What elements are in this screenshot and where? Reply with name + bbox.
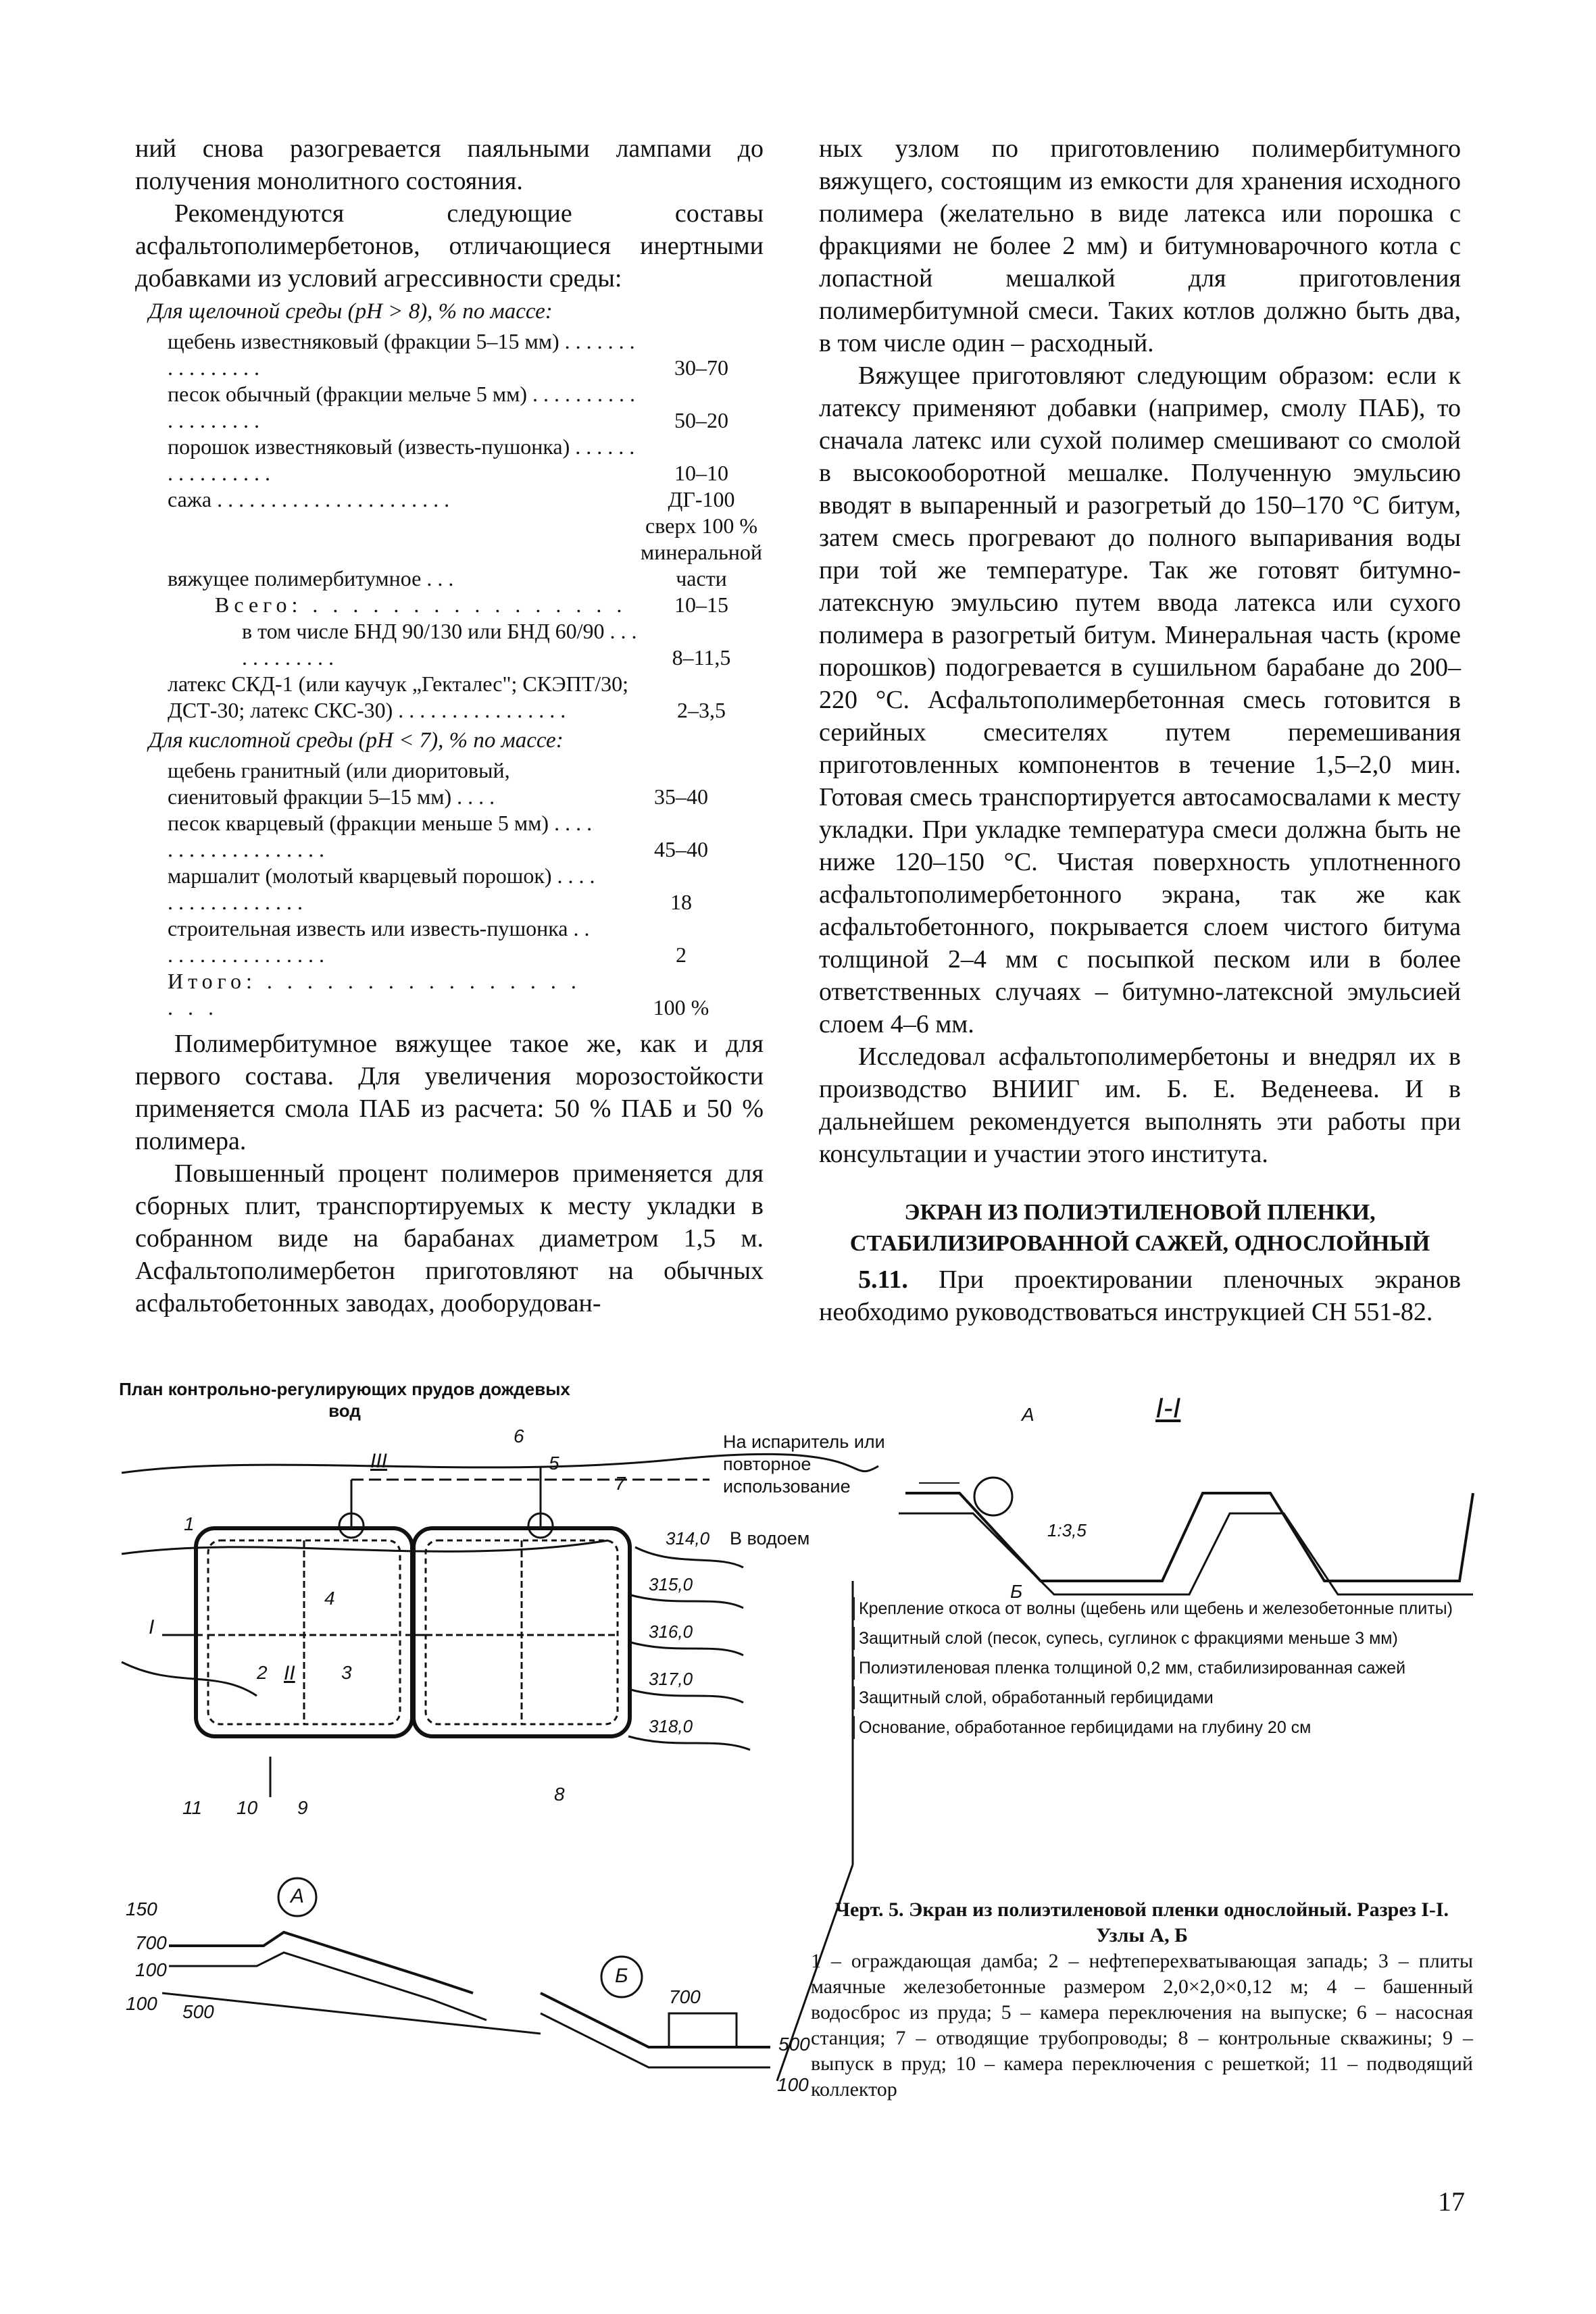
callout-number: 6 xyxy=(514,1426,524,1447)
dimension: 100 xyxy=(135,1959,167,1980)
arrow-water-label: В водоем xyxy=(730,1528,810,1549)
legend-item: Защитный слой, обработанный гербицидами xyxy=(853,1686,1495,1709)
contour-label: 318,0 xyxy=(649,1716,693,1736)
dimension: 700 xyxy=(135,1932,167,1953)
table-row: Итого: . . . . . . . . . . . . . . . . . . . 100 % xyxy=(168,969,709,1020)
paragraph: ний снова разогревается паяльными лампами до получения монолитного состояния. xyxy=(135,134,764,195)
section-mark: I xyxy=(149,1616,155,1638)
page-number: 17 xyxy=(1438,2186,1465,2217)
table-row: в том числе БНД 90/130 или БНД 60/90 . . . . . . . . . . . . 8–11,5 xyxy=(242,619,731,670)
callout-number: 7 xyxy=(615,1473,626,1494)
plan-title: План контрольно-регулирующих прудов дождевых вод xyxy=(119,1379,570,1421)
legend-item: Крепление откоса от волны (щебень или щебень и железобетонные плиты) xyxy=(853,1597,1495,1620)
detail-b-label: Б xyxy=(615,1965,628,1987)
node-b-label: Б xyxy=(1010,1581,1023,1602)
node-a-label: А xyxy=(1022,1404,1034,1425)
section-mark: II xyxy=(284,1662,295,1684)
legend-item: Полиэтиленовая пленка толщиной 0,2 мм, стабилизированная сажей xyxy=(853,1657,1495,1680)
legend-item: Основание, обработанное гербицидами на глубину 20 см xyxy=(853,1716,1495,1739)
acid-caption: Для кислотной среды (pH < 7), % по массе: xyxy=(149,728,564,753)
figure-caption xyxy=(811,1897,1473,2103)
clause-text: При проектировании пленочных экранов необходимо руководствоваться инструкцией СН 551-82. xyxy=(819,1265,1462,1326)
callout-number: 11 xyxy=(182,1797,203,1818)
contour xyxy=(628,1689,743,1703)
detail-a-profile xyxy=(169,1932,473,1993)
paragraph: Исследовал асфальтополимербетоны и внедрял их в производство ВНИИГ им. Б. Е. Веденеева. И в дальнейшем рекомендуется выполнять эти работы при консультации и участии этого института. xyxy=(819,1042,1461,1168)
contour-label: 314,0 xyxy=(666,1528,710,1549)
table-row: маршалит (молотый кварцевый порошок) . . . . . . . . . . . . . . . . . 18 xyxy=(168,863,692,914)
section-heading: ЭКРАН ИЗ ПОЛИЭТИЛЕНОВОЙ ПЛЕНКИ, СТАБИЛИЗИРОВАННОЙ САЖЕЙ, ОДНОСЛОЙНЫЙ xyxy=(849,1200,1430,1256)
callout-number: 5 xyxy=(549,1453,559,1474)
legend xyxy=(853,1597,1495,1746)
table-row: песок обычный (фракции мельче 5 мм) . . . . . . . . . . . . . . . . . . . 50–20 xyxy=(168,382,728,432)
contour xyxy=(628,1642,743,1655)
callout-number: 3 xyxy=(341,1662,352,1683)
detail-a-label: А xyxy=(291,1885,305,1907)
table-row: порошок известняковый (известь-пушонка) . . . . . . . . . . . . . . . . 10–10 xyxy=(168,434,728,485)
slope-label: 1:3,5 xyxy=(1047,1520,1087,1540)
callout-number: 8 xyxy=(554,1784,565,1805)
contour xyxy=(628,1594,743,1608)
table-row: щебень известняковый (фракции 5–15 мм) . . . . . . . . . . . . . . . . 30–70 xyxy=(168,329,728,380)
callout-number: 10 xyxy=(236,1797,258,1818)
table-row: песок кварцевый (фракции меньше 5 мм) . . . . . . . . . . . . . . . . . . . 45–40 xyxy=(168,811,708,861)
dimension: 100 xyxy=(126,1993,157,2014)
figure-caption-text: 1 – ограждающая дамба; 2 – нефтеперехватывающая западь; 3 – плиты маячные железобетонные размером 2,0×2,0×0,12 м; 4 – башенный водосброс из пруда; 5 – камера переключения на выпуске; 6 – насосная станция; 7 – отводящие трубопроводы; 8 – контрольные скважины; 9 – выпуск в пруд; 10 – камера переключения с решеткой; 11 – подводящий коллектор xyxy=(811,1950,1473,2101)
paragraph: Вяжущее приготовляют следующим образом: если к латексу применяют добавки (например, смолу ПАБ), то сначала латекс или сухой полимер смешивают со смолой в высокооборотной мешалке. Полученную эмульсию вводят в выпаренный и разогретый до 150–170 °С битум, затем смесь прогревают до полного выпаривания воды при той же температуре. Так же готовят битумно-латексную эмульсию путем ввода латекса или сухого полимера в разогретый битум. Минеральная часть (кроме порошков) подогревается в сушильном барабане до 200–220 °С. Асфальтополимербетонная смесь готовится в серийных смесителях путем перемешивания приготовленных компонентов в течение 1,5–2,0 мин. Готовая смесь транспортируется автосамосвалами к месту укладки. При укладке температура смеси должна быть не ниже 120–150 °С. Чистая поверхность уплотненного асфальтополимербетонного экрана, так же как асфальтобетонного, покрывается слоем чистого битума толщиной 2–4 мм с посыпкой песком или в более ответственных случаях – битумно-латексной эмульсией слоем 4–6 мм. xyxy=(819,361,1461,1038)
terrain-line xyxy=(122,1662,257,1696)
contour-label: 315,0 xyxy=(649,1574,693,1594)
contour-label: 316,0 xyxy=(649,1621,693,1642)
dimension: 150 xyxy=(126,1898,157,1919)
alkaline-caption: Для щелочной среды (pH > 8), % по массе: xyxy=(149,299,553,324)
callout-number: 2 xyxy=(257,1662,268,1683)
legend-item: Защитный слой (песок, супесь, суглинок с фракциями меньше 3 мм) xyxy=(853,1627,1495,1650)
contour xyxy=(635,1547,743,1567)
section-profile xyxy=(905,1493,1473,1581)
contour xyxy=(628,1736,750,1750)
table-row: Всего: . . . . . . . . . . . . . . . . 10–15 xyxy=(215,593,728,617)
paragraph: Полимербитумное вяжущее такое же, как и для первого состава. Для увеличения морозостойкости применяется смола ПАБ из расчета: 50 % ПАБ и 50 % полимера. xyxy=(135,1030,764,1155)
callout-number: 1 xyxy=(184,1513,195,1534)
table-row: щебень гранитный (или диоритовый, сиенитовый фракции 5–15 мм) . . . . 35–40 xyxy=(168,758,708,809)
table-row: вяжущее полимербитумное . . . сверх 100 % минеральной части xyxy=(168,513,762,590)
dimension: 500 xyxy=(778,2034,810,2055)
arrow-evaporator-label: На испаритель или повторное использование xyxy=(723,1432,885,1496)
dimension: 700 xyxy=(669,1986,701,2007)
contour-label: 317,0 xyxy=(649,1669,693,1689)
paragraph: ных узлом по приготовлению полимербитумного вяжущего, состоящим из емкости для хранения исходного полимера (желательно в виде латекса или порошка с фракциями не более 2 мм) и битумноварочного котла с лопастной мешалкой для приготовления полимербитумной смеси. Таких котлов должно быть два, в том числе один – расходный. xyxy=(819,134,1461,357)
dimension: 500 xyxy=(182,2001,214,2022)
paragraph: Повышенный процент полимеров применяется для сборных плит, транспортируемых к месту укладки в собранном виде на барабанах диаметром 1,5 м. Асфальтополимербетон приготовляют на обычных асфальтобетонных заводах, дооборудован- xyxy=(135,1159,764,1317)
node-a-circle xyxy=(974,1478,1012,1515)
table-row: сажа . . . . . . . . . . . . . . . . . . . . . . ДГ-100 xyxy=(168,487,735,511)
callout-number: 4 xyxy=(324,1588,335,1609)
figure-caption-title: Черт. 5. Экран из полиэтиленовой пленки однослойный. Разрез I-I. Узлы А, Б xyxy=(834,1898,1449,1946)
dimension: 100 xyxy=(777,2074,809,2095)
table-row: строительная известь или известь-пушонка . . . . . . . . . . . . . . . . . 2 xyxy=(168,916,687,967)
section-mark: III xyxy=(370,1450,388,1472)
paragraph: Рекомендуются следующие составы асфальтополимербетонов, отличающиеся инертными добавками из условий агрессивности среды: xyxy=(135,199,764,293)
clause-number: 5.11. xyxy=(858,1265,908,1294)
callout-number: 9 xyxy=(297,1797,308,1818)
section-title: I-I xyxy=(1155,1392,1181,1424)
table-row: латекс СКД-1 (или каучук „Гекталес"; СКЭПТ/30; ДСТ-30; латекс СКС-30) . . . . . . . . . . . . . . . . 2–3,5 xyxy=(168,672,726,722)
